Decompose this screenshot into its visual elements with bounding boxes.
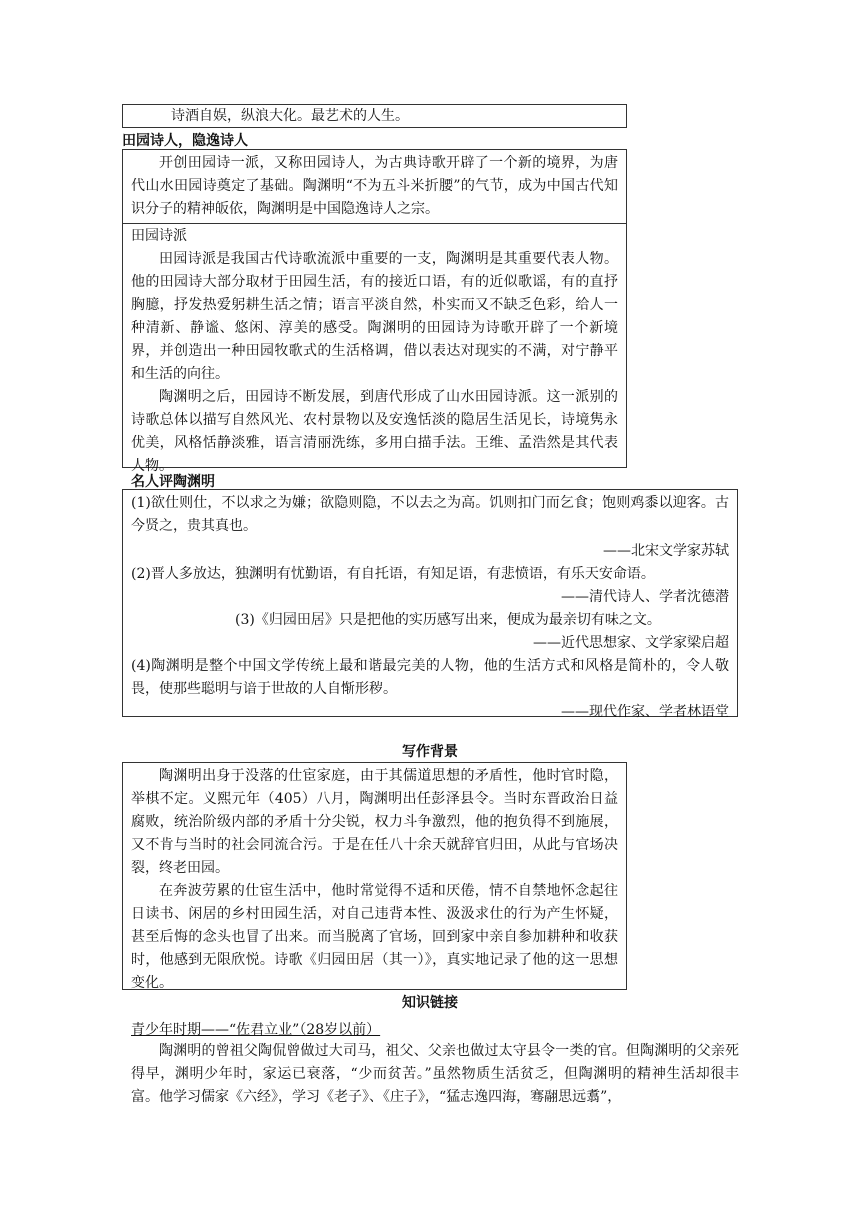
quote-text-2: (2)晋人多放达，独渊明有忧勤语，有自托语，有知足语，有悲愤语，有乐天安命语。 — [131, 566, 655, 582]
top-box — [122, 104, 627, 128]
background-box — [122, 762, 627, 990]
pastoral-school-para1: 田园诗派是我国古代诗歌流派中重要的一支，陶渊明是其重要代表人物。他的田园诗大部分取材于田园生活，有的接近口语，有的近似歌谣，有的直抒胸臆，抒发热爱躬耕生活之情；语言平淡自然，朴实而又不缺乏色彩，给人一种清新、静谧、悠闲、淳美的感受。陶渊明的田园诗为诗歌开辟了一个新境界，并创造出一种田园牧歌式的生活格调，借以表达对现实的不满，对宁静平和生活的向往。 — [131, 251, 618, 382]
quote-source-4: ——现代作家、学者林语堂 — [561, 704, 729, 720]
youth-period-block — [131, 1040, 739, 1109]
pastoral-intro-text: 开创田园诗一派，又称田园诗人，为古典诗歌开辟了一个新的境界，为唐代山水田园诗奠定了基础。陶渊明“不为五斗米折腰”的气节，成为中国古代知识分子的精神皈依，陶渊明是中国隐逸诗人之宗。 — [131, 155, 618, 217]
section-heading-background: 写作背景 — [402, 744, 458, 760]
background-para2: 在奔波劳累的仕宦生活中，他时常觉得不适和厌倦，情不自禁地怀念起往日读书、闲居的乡村田园生活，对自己违背本性、汲汲求仕的行为产生怀疑，甚至后悔的念头也冒了出来。而当脱离了官场，回到家中亲自参加耕种和收获时，他感到无限欣悦。诗歌《归园田居（其一）》，真实地记录了他的这一思想变化。 — [131, 883, 618, 991]
background-para1: 陶渊明出身于没落的仕宦家庭，由于其儒道思想的矛盾性，他时官时隐，举棋不定。义熙元年（405）八月，陶渊明出任彭泽县令。当时东晋政治日益腐败，统治阶级内部的矛盾十分尖锐，权力斗争激烈，他的抱负得不到施展，又不肯与当时的社会同流合污。于是在任八十余天就辞官归田，从此与官场决裂，终老田园。 — [131, 768, 618, 876]
quote-text-3: (3)《归园田居》只是把他的实历感写出来，便成为最亲切有味之文。 — [235, 612, 661, 628]
pastoral-school-para2: 陶渊明之后，田园诗不断发展，到唐代形成了山水田园诗派。这一派别的诗歌总体以描写自然风光、农村景物以及安逸恬淡的隐居生活见长，诗境隽永优美，风格恬静淡雅，语言清丽洗练，多用白描手法。王维、孟浩然是其代表人物。 — [131, 389, 618, 474]
critics-box — [122, 489, 738, 720]
top-box-line: 诗酒自娱，纵浪大化。最艺术的人生。 — [171, 108, 409, 124]
quote-text-4: (4)陶渊明是整个中国文学传统上最和谐最完美的人物，他的生活方式和风格是简朴的，令人敬畏，使那些聪明与谙于世故的人自惭形秽。 — [131, 658, 729, 697]
youth-period-para: 陶渊明的曾祖父陶侃曾做过大司马，祖父、父亲也做过太守县令一类的官。但陶渊明的父亲死得早，渊明少年时，家运已衰落，“少而贫苦。”虽然物质生活贫乏，但陶渊明的精神生活却很丰富。他学习儒家《六经》，学习《老子》、《庄子》，“猛志逸四海，骞翮思远翥”， — [131, 1043, 739, 1105]
quote-source-1: ——北宋文学家苏轼 — [603, 543, 729, 559]
youth-period-subtitle: 青少年时期——“佐君立业”（28岁以前） — [131, 1022, 381, 1038]
section-heading-knowledge-link: 知识链接 — [402, 995, 458, 1011]
pastoral-intro-block — [123, 150, 626, 223]
pastoral-poet-box — [122, 149, 627, 474]
pastoral-school-block — [123, 224, 626, 478]
quote-source-2: ——清代诗人、学者沈德潜 — [561, 589, 729, 605]
quote-source-3: ——近代思想家、文学家梁启超 — [533, 635, 729, 651]
quote-text-1: (1)欲仕则仕，不以求之为嫌；欲隐则隐，不以去之为高。饥则扣门而乞食；饱则鸡黍以迎客。古今贤之，贵其真也。 — [131, 495, 729, 534]
section-heading-pastoral-poet: 田园诗人，隐逸诗人 — [122, 133, 248, 149]
pastoral-school-title: 田园诗派 — [131, 228, 187, 244]
section-heading-critics: 名人评陶渊明 — [131, 474, 215, 490]
